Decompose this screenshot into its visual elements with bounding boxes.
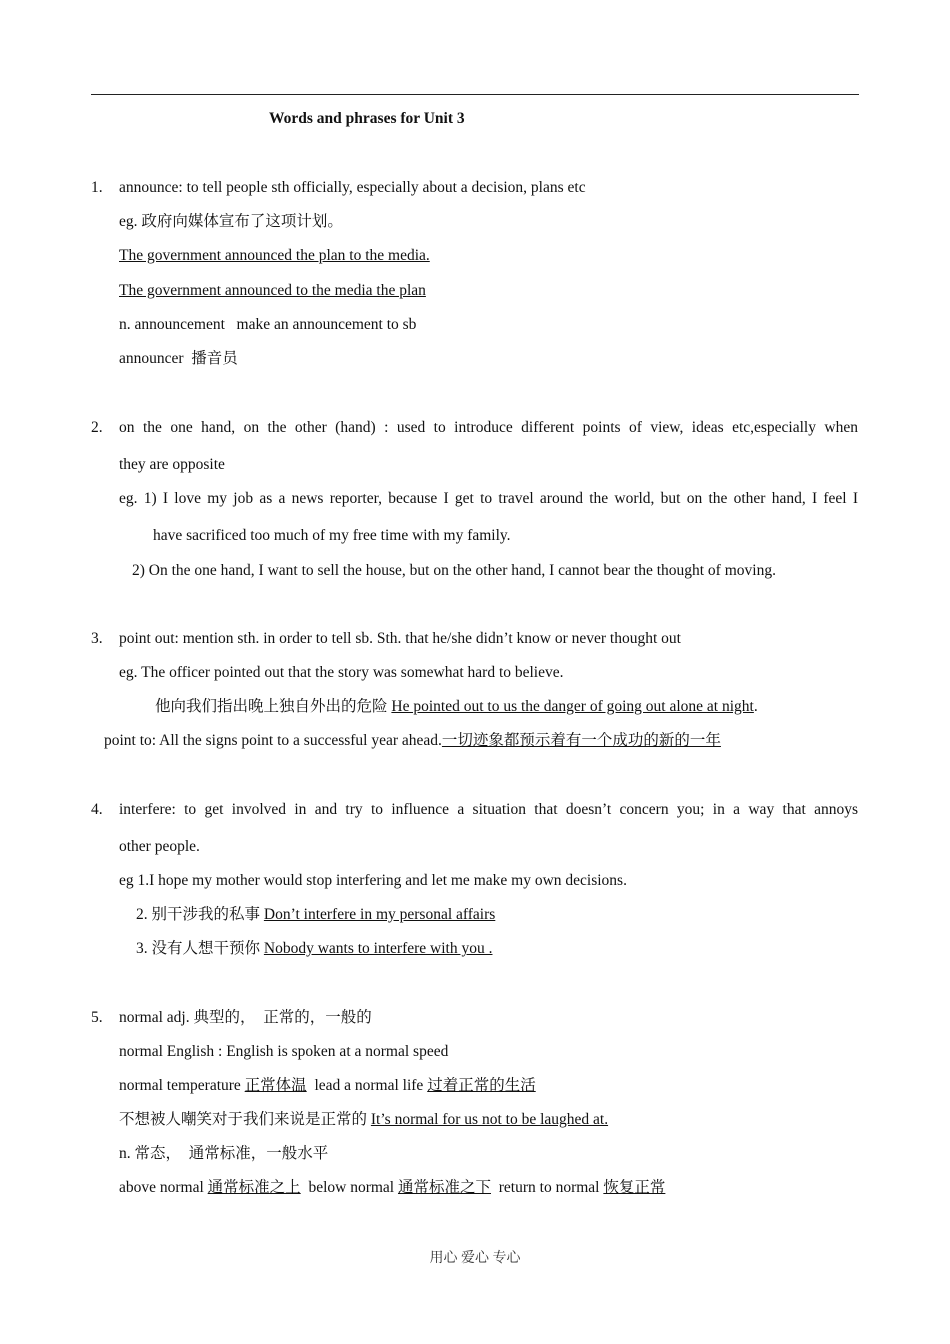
laugh-english: It’s normal for us not to be laughed at. bbox=[370, 1111, 609, 1128]
example-2: 2) On the one hand, I want to sell the house, but on the other hand, I cannot bear the thought of moving. bbox=[132, 562, 776, 579]
laugh-chinese: 不想被人嘲笑对于我们来说是正常的 bbox=[119, 1111, 371, 1128]
page-footer: 用心 爱心 专心 bbox=[429, 1251, 521, 1266]
example-english-1: The government announced the plan to the media. bbox=[119, 247, 430, 264]
item-number-3: 3. bbox=[91, 630, 103, 647]
above-chinese: 通常标准之上 bbox=[207, 1179, 301, 1196]
definition-continued: other people. bbox=[119, 838, 200, 855]
item-number-5: 5. bbox=[91, 1009, 103, 1026]
example-1-continued: have sacrificed too much of my free time with my family. bbox=[153, 527, 511, 544]
example-1: eg. 1) I love my job as a news reporter, because I get to travel around the world, but on the other hand, I feel I bbox=[119, 490, 858, 507]
above-english: above normal bbox=[119, 1179, 208, 1196]
example-3-chinese: 3. 没有人想干预你 bbox=[136, 940, 264, 957]
definition-announce: announce: to tell people sth officially, especially about a decision, plans etc bbox=[119, 179, 586, 196]
below-chinese: 通常标准之下 bbox=[397, 1179, 491, 1196]
point-to-english: point to: All the signs point to a successful year ahead. bbox=[104, 732, 442, 749]
definition-continued: they are opposite bbox=[119, 456, 225, 473]
announcer-entry: announcer 播音员 bbox=[119, 350, 238, 367]
temperature-chinese: 正常体温 bbox=[244, 1077, 307, 1094]
return-chinese: 恢复正常 bbox=[603, 1179, 666, 1196]
normal-phrases bbox=[119, 1178, 665, 1198]
example-english-2: The government announced to the media the plan bbox=[119, 282, 426, 299]
example-mother: eg 1.I hope my mother would stop interfering and let me make my own decisions. bbox=[119, 872, 627, 889]
normal-noun: n. 常态， 通常标准，一般水平 bbox=[119, 1145, 329, 1162]
point-to-entry bbox=[104, 731, 721, 751]
example-chinese: eg. 政府向媒体宣布了这项计划。 bbox=[119, 213, 343, 230]
example-officer: eg. The officer pointed out that the story was somewhat hard to believe. bbox=[119, 664, 564, 681]
example-danger-chinese: 他向我们指出晚上独自外出的危险 bbox=[155, 698, 392, 715]
life-chinese: 过着正常的生活 bbox=[427, 1077, 536, 1094]
item-number-4: 4. bbox=[91, 801, 103, 818]
example-nobody bbox=[136, 939, 492, 959]
normal-english: normal English : English is spoken at a normal speed bbox=[119, 1043, 449, 1060]
life-english: lead a normal life bbox=[306, 1077, 428, 1094]
point-to-chinese: 一切迹象都预示着有一个成功的新的一年 bbox=[441, 732, 721, 749]
below-english: below normal bbox=[300, 1179, 398, 1196]
definition-point-out: point out: mention sth. in order to tell sb. Sth. that he/she didn’t know or never thought out bbox=[119, 630, 681, 647]
example-danger-period: . bbox=[753, 698, 758, 715]
item-number-2: 2. bbox=[91, 419, 103, 436]
header-rule bbox=[91, 94, 859, 95]
normal-laughed-at bbox=[119, 1110, 608, 1130]
item-number-1: 1. bbox=[91, 179, 103, 196]
page-title: Words and phrases for Unit 3 bbox=[269, 110, 465, 127]
normal-temperature bbox=[119, 1076, 536, 1096]
example-2-english: Don’t interfere in my personal affairs bbox=[263, 906, 496, 923]
noun-form: n. announcement make an announcement to sb bbox=[119, 316, 417, 333]
example-3-english: Nobody wants to interfere with you . bbox=[263, 940, 493, 957]
return-english: return to normal bbox=[491, 1179, 604, 1196]
definition-interfere: interfere: to get involved in and try to influence a situation that doesn’t concern you; in a way that annoys bbox=[119, 801, 858, 818]
definition-normal: normal adj. 典型的， 正常的，一般的 bbox=[119, 1009, 372, 1026]
temperature-english: normal temperature bbox=[119, 1077, 245, 1094]
definition-on-the-one-hand: on the one hand, on the other (hand) : used to introduce different points of view, ideas etc,especially when bbox=[119, 419, 858, 436]
example-danger-english: He pointed out to us the danger of going out alone at night bbox=[391, 698, 754, 715]
example-personal-affairs bbox=[136, 905, 495, 925]
example-2-chinese: 2. 别干涉我的私事 bbox=[136, 906, 264, 923]
example-danger bbox=[155, 697, 758, 717]
